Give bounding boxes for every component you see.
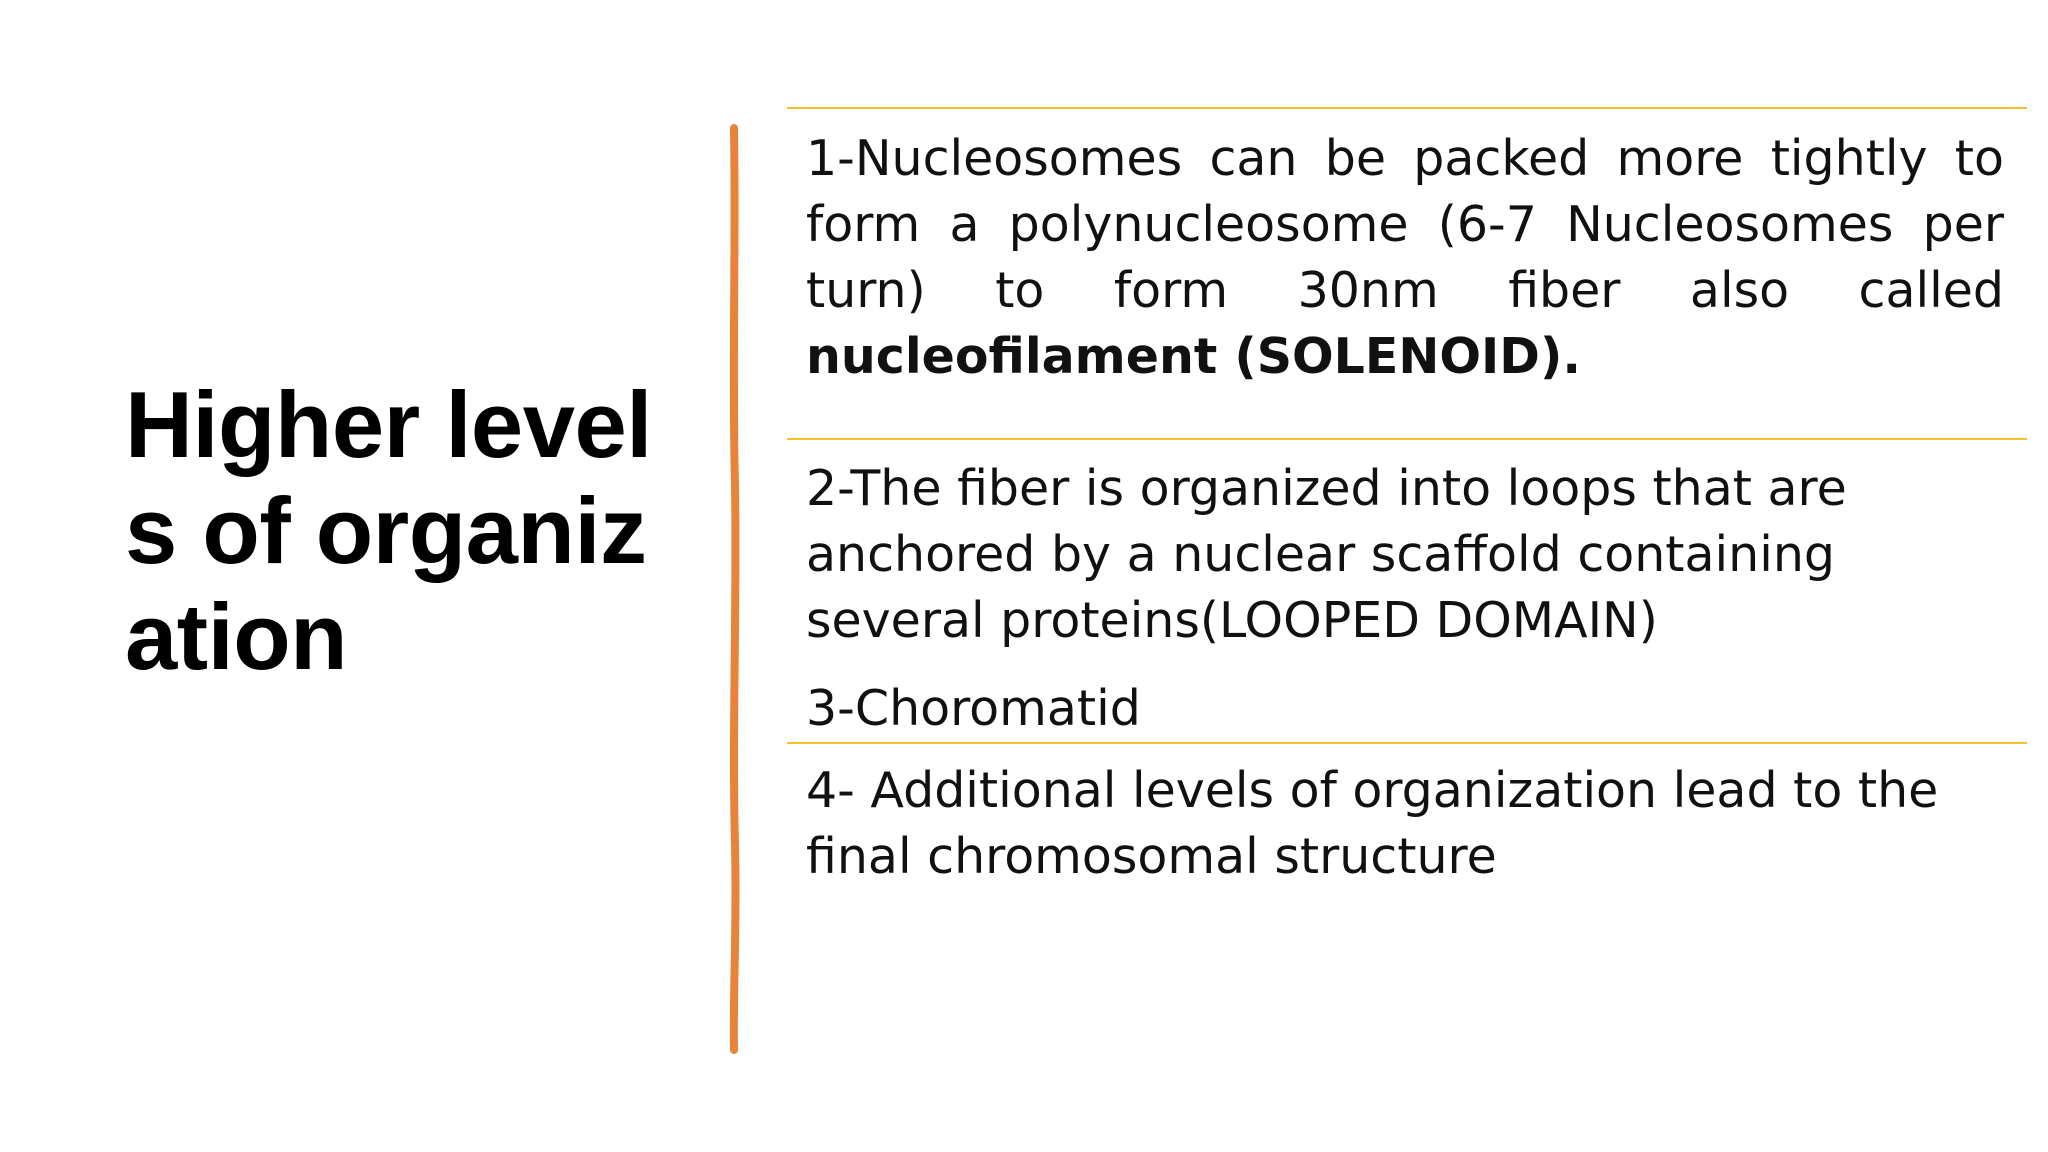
item-2-text: 2-The fiber is organized into loops that are anchored by a nuclear scaffold containing several proteins(LOOPED DOMAIN) — [806, 460, 1847, 649]
item-1-text: 1-Nucleosomes can be packed more tightly to form a polynucleosome (6-7 Nucleosomes per turn) to form 30nm fiber also called — [806, 130, 2004, 319]
slide-title: Higher levels of organization — [125, 372, 652, 689]
item-4-text: 4- Additional levels of organization lead to the final chromosomal structure — [806, 762, 1939, 885]
list-item-1 — [806, 126, 2004, 390]
list-item-4 — [806, 758, 2004, 890]
divider-middle — [787, 438, 2027, 440]
item-1-bold-text: nucleofilament (SOLENOID). — [806, 328, 1581, 385]
list-item-2 — [806, 456, 2004, 654]
divider-lower — [787, 742, 2027, 744]
list-item-3 — [806, 676, 2004, 742]
vertical-accent-line — [727, 126, 741, 1052]
item-3-text: 3-Choromatid — [806, 680, 1141, 737]
divider-top — [787, 107, 2027, 109]
